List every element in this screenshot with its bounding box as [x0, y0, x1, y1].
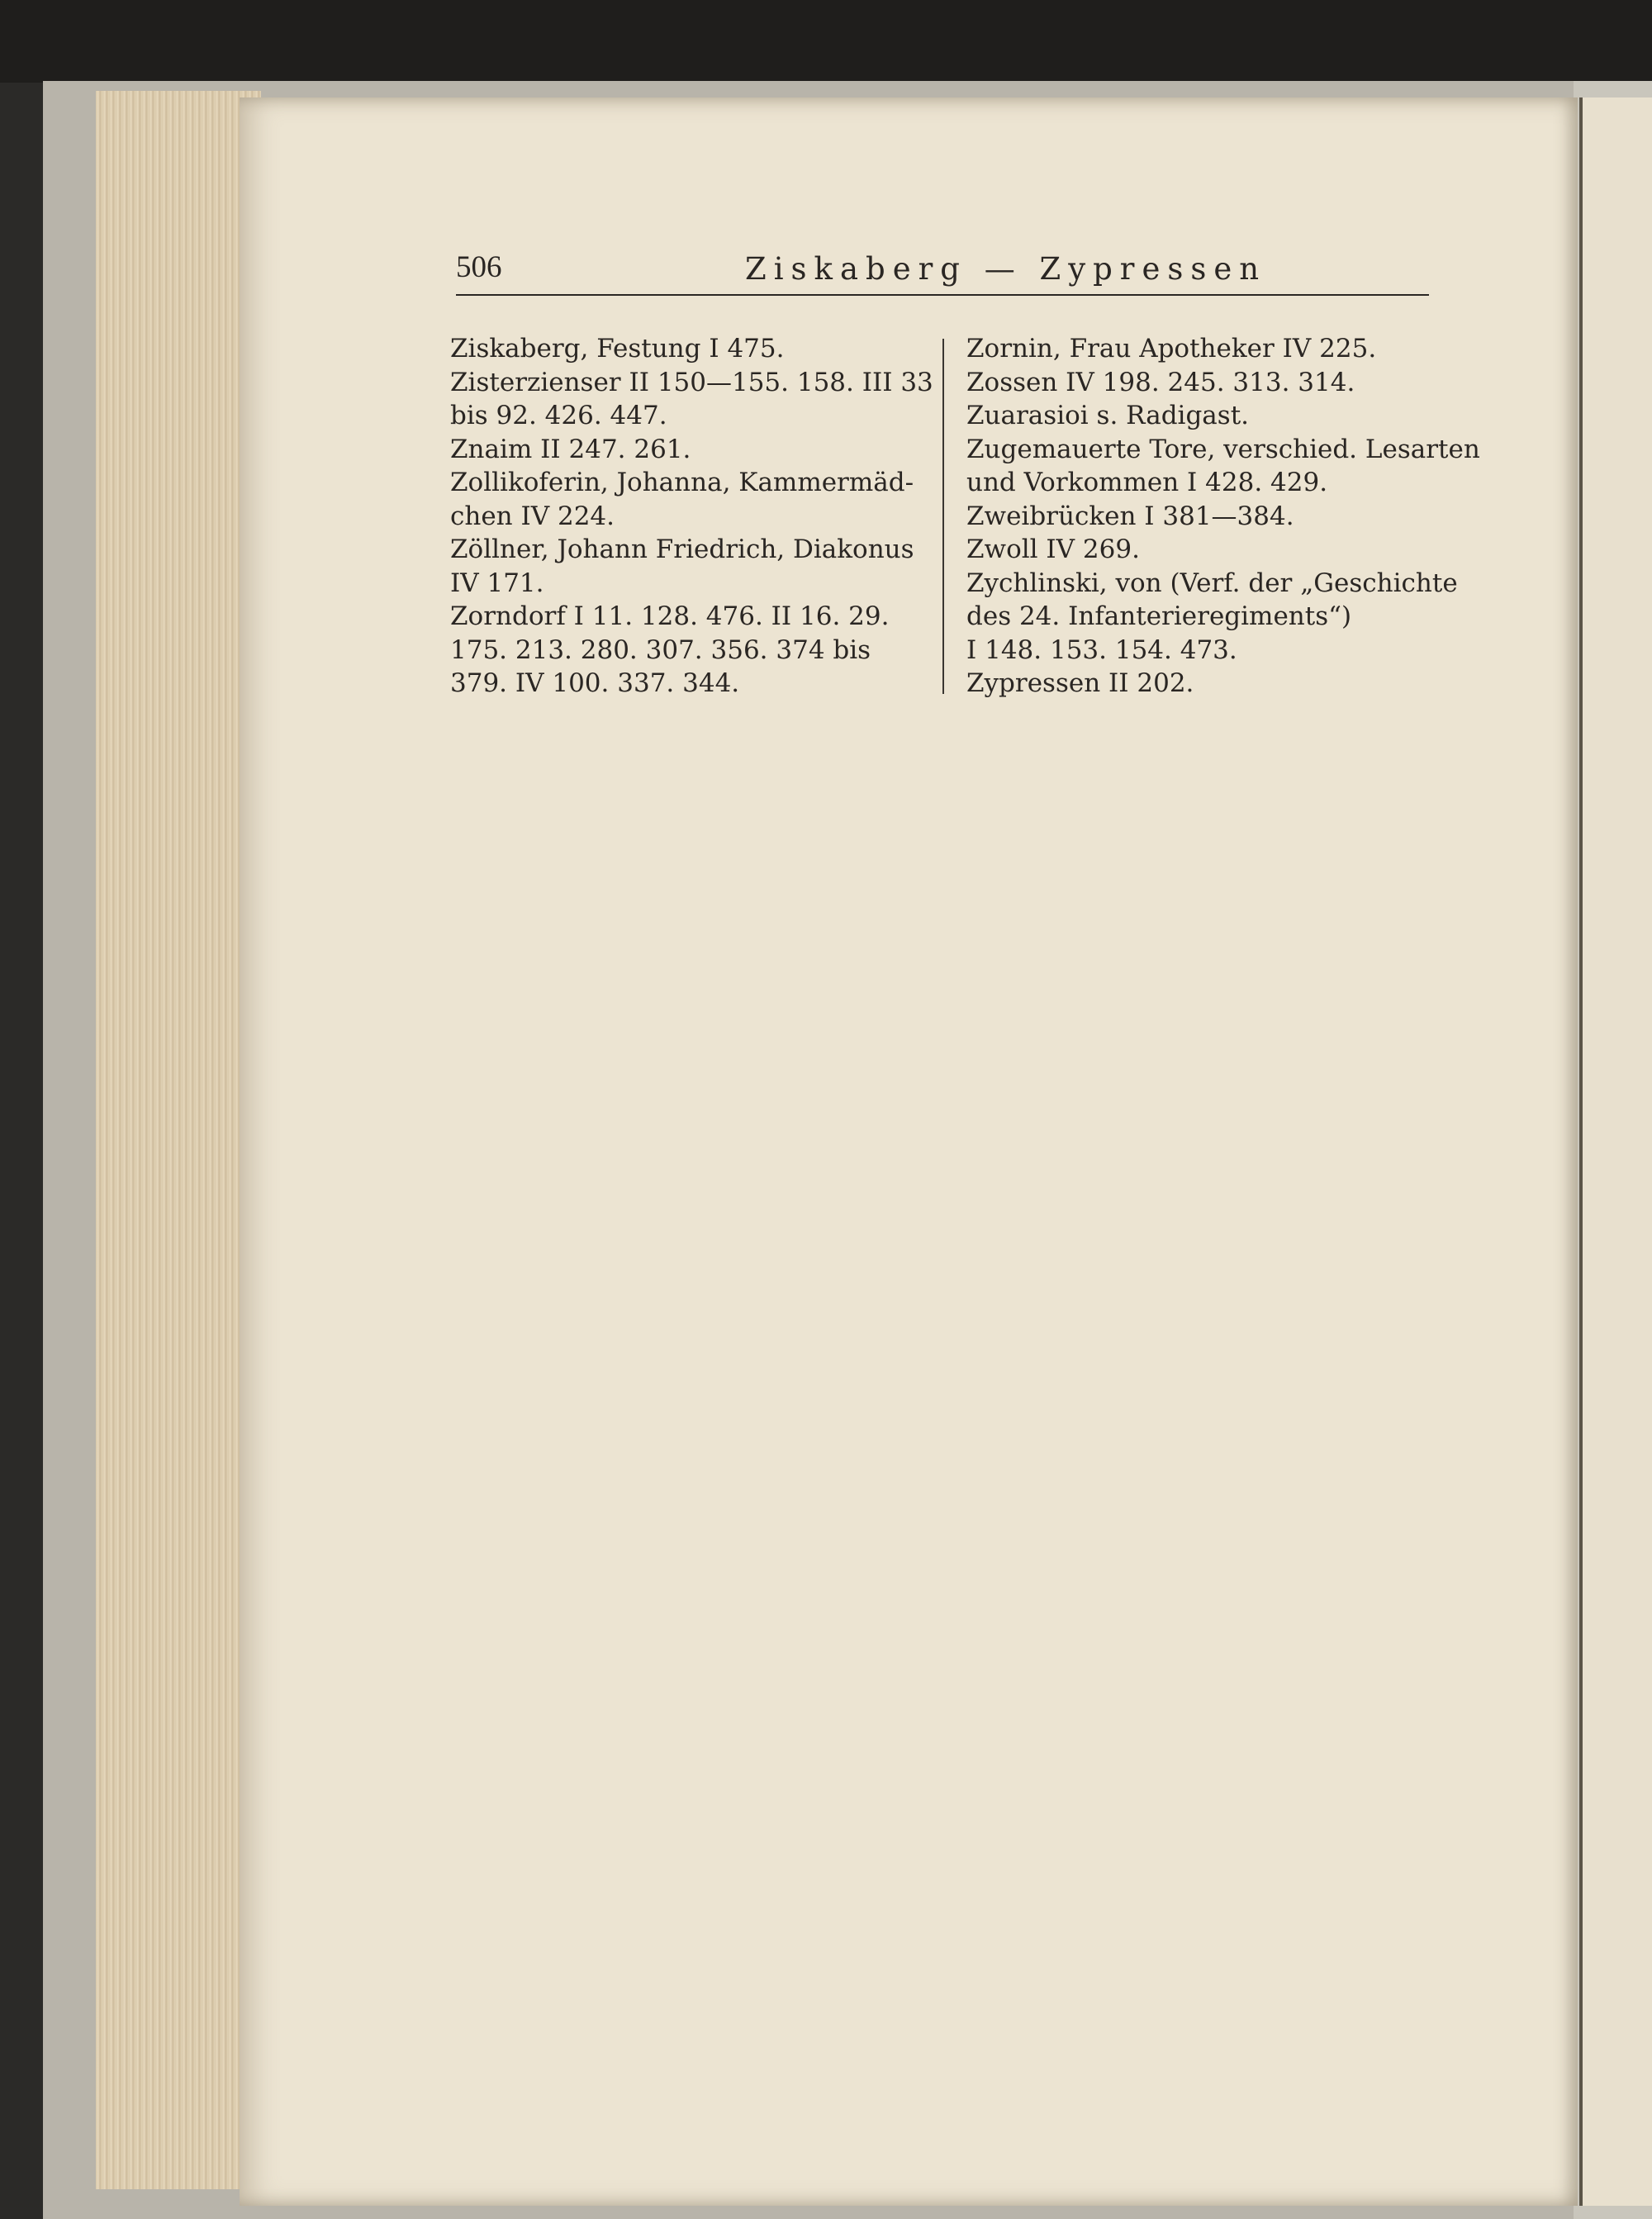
facing-page-edge — [1579, 97, 1652, 2206]
index-entry — [450, 332, 919, 366]
index-entry — [966, 433, 1480, 500]
index-entry-line: Zychlinski, von (Verf. der „Geschichte — [966, 568, 1458, 598]
page-edges — [96, 91, 261, 2189]
index-entry-line: bis 92. 426. 447. — [450, 401, 667, 430]
index-entry — [966, 399, 1429, 433]
index-entry-line: IV 171. — [450, 568, 544, 598]
index-entry — [966, 533, 1429, 567]
index-column-right — [966, 332, 1480, 701]
index-entry-line: Ziskaberg, Festung I 475. — [450, 334, 785, 363]
index-entry — [450, 533, 919, 600]
index-entry-line: Zornin, Frau Apotheker IV 225. — [966, 334, 1377, 363]
index-entry — [966, 500, 1429, 534]
index-entry-line: chen IV 224. — [450, 501, 615, 531]
index-entry-line: Zollikoferin, Johanna, Kammermäd- — [450, 468, 914, 497]
index-entry-line: Zisterzienser II 150—155. 158. III 33 — [450, 367, 933, 397]
index-entry-line: Zwoll IV 269. — [966, 535, 1140, 564]
index-entry-line: Zuarasioi s. Radigast. — [966, 401, 1249, 430]
index-entry — [450, 366, 933, 433]
index-entry-line: I 148. 153. 154. 473. — [966, 634, 1237, 665]
index-entry — [450, 433, 919, 467]
page-number: 506 — [456, 250, 502, 284]
index-entry-line: 175. 213. 280. 307. 356. 374 bis — [450, 634, 871, 665]
index-entry — [450, 600, 919, 701]
index-entry — [450, 466, 919, 533]
index-entry-line: Zossen IV 198. 245. 313. 314. — [966, 367, 1355, 397]
page-header — [456, 248, 1429, 296]
index-entry-line: Zugemauerte Tore, verschied. Lesarten — [966, 434, 1480, 464]
index-column-left — [450, 332, 933, 701]
index-entry-line: Zöllner, Johann Friedrich, Diakonus — [450, 535, 914, 564]
index-entry-line: 379. IV 100. 337. 344. — [450, 668, 740, 698]
index-entry — [966, 567, 1458, 668]
dark-backdrop — [0, 0, 1652, 83]
column-divider — [942, 339, 944, 694]
index-entry — [966, 667, 1429, 701]
index-entry-line: Zweibrücken I 381—384. — [966, 501, 1294, 531]
index-entry — [966, 332, 1429, 366]
index-entry-line: Znaim II 247. 261. — [450, 434, 691, 464]
index-entry-line: des 24. Infanterieregiments“) — [966, 601, 1352, 631]
index-entry — [966, 366, 1429, 400]
index-entry-line: und Vorkommen I 428. 429. — [966, 468, 1328, 497]
index-entry-line: Zypressen II 202. — [966, 668, 1194, 698]
index-entry-line: Zorndorf I 11. 128. 476. II 16. 29. — [450, 601, 890, 631]
running-head: Ziskaberg — Zypressen — [745, 251, 1267, 287]
